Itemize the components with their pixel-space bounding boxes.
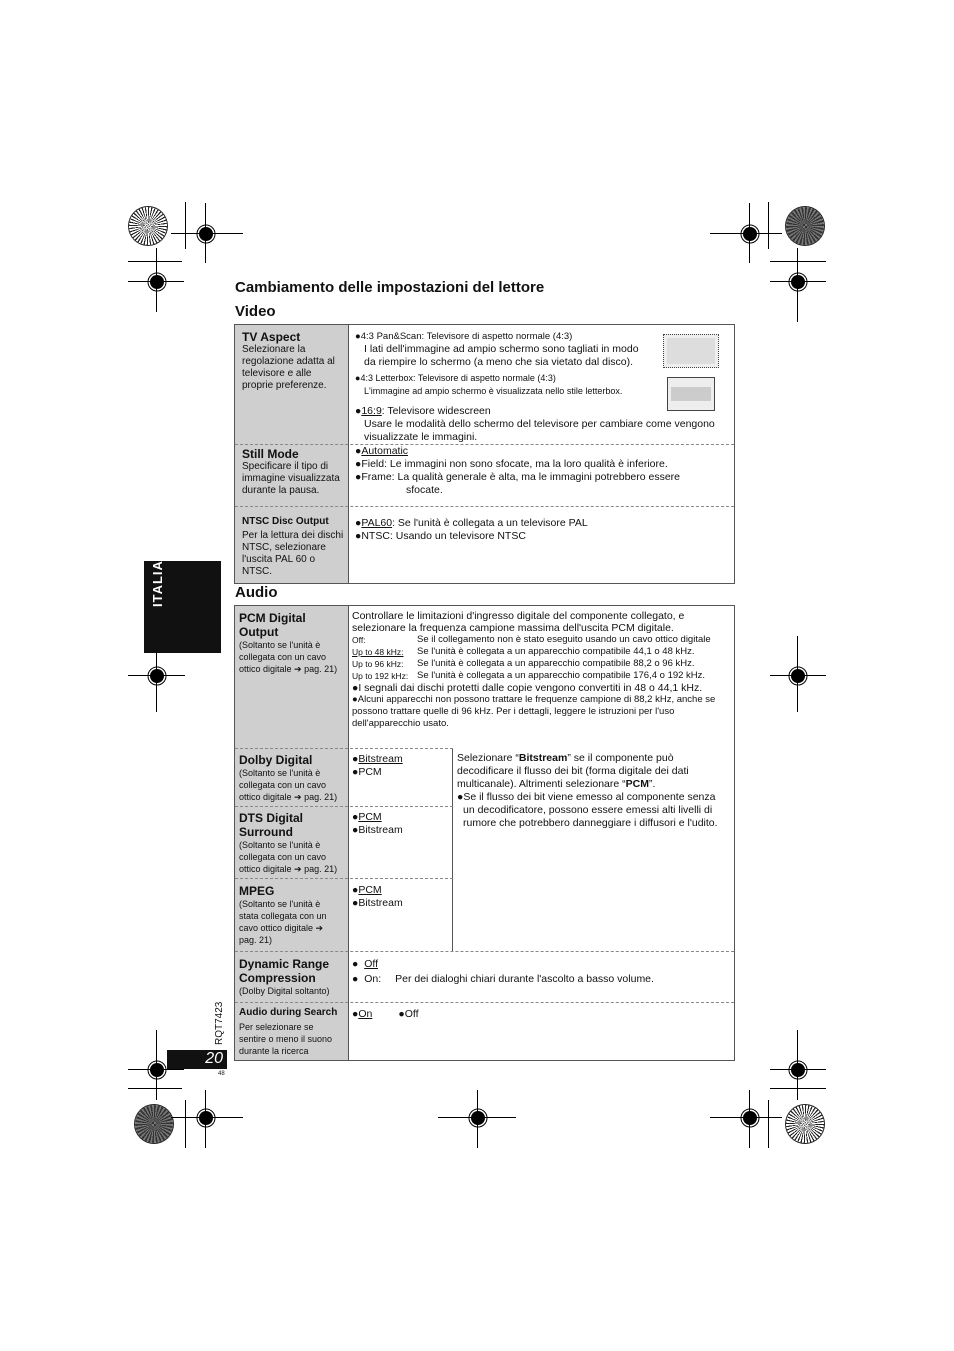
table-row-dts: DTS Digital Surround (Soltanto se l'unità è collegata con un cavo ottico digitale ➔ pag. 21) ●PCM ●Bitstream: [235, 806, 453, 879]
setting-label: DTS Digital Surround: [239, 811, 304, 839]
table-row-ntsc-output: NTSC Disc Output Per la lettura dei dischi NTSC, selezionare l'uscita PAL 60 o NTSC. ●PAL60: Se l'unità è collegata a un televisore PAL ●NTSC: Usando un televisore NTSC: [235, 506, 734, 584]
setting-label: MPEG: [239, 884, 275, 898]
letterbox-illustration: [667, 377, 715, 411]
option-field[interactable]: Field: Le immagini non sono sfocate, ma la loro qualità è inferiore.: [361, 458, 668, 470]
option-pcm[interactable]: PCM: [358, 811, 382, 823]
setting-label: NTSC Disc Output: [242, 516, 329, 527]
option-on[interactable]: On:: [364, 973, 382, 985]
crosshair-icon: [783, 1055, 813, 1085]
registration-disc-icon: [786, 207, 824, 245]
table-row-tv-aspect: TV Aspect Selezionare la regolazione adatta al televisore e alle proprie preferenze. ●4:3 Pan&Scan: Televisore di aspetto normale (4:3) I lati dell'immagine ad ampio schermo sono tagliati in modo da riempire lo schermo (a meno che sia vietato dal disco). ●4:3 Letterbox: Televisore di aspetto normale (4:3) L'immagine ad ampio schermo è visualizzata nello stile letterbox. ●16:9: Televisore widescreen Usare le modalità dello schermo del televisore per cambiare come vengono visualizzate le immagini.: [235, 325, 734, 444]
registration-disc-icon: [129, 207, 167, 245]
setting-note: (Soltanto se l'unità è collegata con un cavo ottico digitale ➔ pag. 21): [239, 840, 338, 874]
crosshair-icon: [735, 219, 765, 249]
option-16-9[interactable]: 16:9: [361, 405, 382, 417]
option-96khz[interactable]: Up to 96 kHz:: [352, 659, 404, 669]
option-bitstream[interactable]: Bitstream: [358, 753, 403, 765]
option-ntsc[interactable]: NTSC: Usando un televisore NTSC: [361, 530, 526, 542]
crosshair-icon: [142, 661, 172, 691]
setting-label: Dynamic Range Compression: [239, 957, 330, 985]
option-pcm[interactable]: PCM: [358, 884, 382, 896]
option-off[interactable]: Se il collegamento non è stato eseguito usando un cavo ottico digitale: [417, 634, 711, 645]
crosshair-icon: [735, 1103, 765, 1133]
crosshair-icon: [783, 661, 813, 691]
registration-disc-icon: [786, 1105, 824, 1143]
page-title: Cambiamento delle impostazioni del lettore: [235, 279, 545, 296]
crosshair-icon: [191, 1103, 221, 1133]
audio-settings-table: [234, 605, 735, 1061]
crosshair-icon: [463, 1103, 493, 1133]
registration-disc-icon: [135, 1105, 173, 1143]
page-number-box: [167, 1050, 227, 1069]
audio-section-title: Audio: [235, 584, 278, 601]
document-code: RQT7423: [214, 1001, 225, 1045]
setting-description: Specificare il tipo di immagine visualizzata durante la pausa.: [242, 461, 340, 496]
option-192khz[interactable]: Up to 192 kHz:: [352, 671, 409, 681]
option-off[interactable]: Off: [404, 1008, 419, 1020]
page-number: 20: [205, 1050, 223, 1067]
crosshair-icon: [783, 267, 813, 297]
video-settings-table: [234, 324, 735, 584]
option-pan-scan[interactable]: 4:3 Pan&Scan: Televisore di aspetto normale (4:3): [360, 331, 573, 342]
option-off[interactable]: Off: [364, 958, 378, 970]
crosshair-icon: [142, 267, 172, 297]
option-bitstream[interactable]: Bitstream: [358, 897, 403, 909]
option-frame[interactable]: Frame: La qualità generale è alta, ma le immagini potrebbero essere: [361, 471, 681, 483]
table-row-mpeg: MPEG (Soltanto se l'unità è stata collegata con un cavo ottico digitale ➔ pag. 21) ●PCM ●Bitstream: [235, 878, 453, 952]
bitstream-explanation: Selezionare “Bitstream” se il componente può decodificare il flusso dei bit (forma digitale dei dati multicanale). Altrimenti selezionare “PCM”. ●Se il flusso dei bit viene emesso al componente senza un decodificatore, possono essere emessi alti livelli di rumore che potrebbero danneggiare i diffusori e l'udito.: [457, 752, 718, 829]
setting-label: Still Mode: [242, 447, 299, 461]
language-tab: [144, 538, 221, 653]
setting-note: (Soltanto se l'unità è collegata con un cavo ottico digitale ➔ pag. 21): [239, 640, 338, 674]
setting-label: Audio during Search: [239, 1007, 338, 1018]
language-tab-label: ITALIANO: [150, 538, 165, 607]
table-row-dynamic-range: Dynamic Range Compression (Dolby Digital soltanto) ● Off ● On: Per dei dialoghi chiari durante l'ascolto a basso volume.: [235, 951, 734, 1003]
crosshair-icon: [191, 219, 221, 249]
setting-note: (Soltanto se l'unità è stata collegata con un cavo ottico digitale ➔ pag. 21): [239, 899, 327, 945]
setting-description: Per la lettura dei dischi NTSC, selezionare l'uscita PAL 60 o NTSC.: [242, 530, 344, 577]
print-page-number: 48: [218, 1071, 225, 1077]
option-pcm[interactable]: PCM: [358, 766, 382, 778]
option-48khz[interactable]: Up to 48 kHz:: [352, 647, 404, 657]
option-on[interactable]: On: [358, 1008, 373, 1020]
setting-note: (Dolby Digital soltanto): [239, 986, 330, 996]
setting-note: Per selezionare se sentire o meno il suono durante la ricerca: [239, 1022, 333, 1056]
option-automatic[interactable]: Automatic: [361, 445, 409, 457]
table-row-still-mode: Still Mode Specificare il tipo di immagine visualizzata durante la pausa. ●Automatic ●Field: Le immagini non sono sfocate, ma la loro qualità è inferiore. ●Frame: La qualità generale è alta, ma le immagini potrebbero essere sfocate.: [235, 444, 734, 507]
setting-label: PCM Digital Output: [239, 611, 306, 639]
table-row-dolby-digital: Dolby Digital (Soltanto se l'unità è collegata con un cavo ottico digitale ➔ pag. 21) ●Bitstream ●PCM: [235, 748, 453, 807]
video-section-title: Video: [235, 303, 276, 320]
option-bitstream[interactable]: Bitstream: [358, 824, 403, 836]
option-pal60[interactable]: PAL60: [361, 517, 393, 529]
setting-note: (Soltanto se l'unità è collegata con un cavo ottico digitale ➔ pag. 21): [239, 768, 338, 802]
table-row-audio-during-search: Audio during Search Per selezionare se sentire o meno il suono durante la ricerca ●On ●Off: [235, 1002, 734, 1061]
table-row-pcm-output: PCM Digital Output (Soltanto se l'unità è collegata con un cavo ottico digitale ➔ pag. 21) Controllare le limitazioni d'ingresso digitale del componente collegato, e selezionare la frequenza campione massima dell'uscita PCM digitale. Off: Se il collegamento non è stato eseguito usando un cavo ottico digitale Up to 48 kHz: Se l'unità è collegata a un apparecchio compatibile 44,1 o 48 kHz. Up to 96 kHz: Se l'unità è collegata a un apparecchio compatibile 88,2 o 96 kHz. Up to 192 kHz: Se l'unità è collegata a un apparecchio compatibile 176,4 o 192 kHz. ●I segnali dai dischi protetti dalle copie vengono convertiti in 48 o 44,1 kHz. ●Alcuni apparecchi non possono trattare le frequenze campione di 88,2 kHz, anche se possono trattare quelle di 96 kHz. Per i dettagli, leggere le istruzioni per l'uso dell'apparecchio usato.: [239, 610, 716, 729]
setting-label: Dolby Digital: [239, 753, 313, 767]
setting-label: TV Aspect: [242, 330, 301, 344]
option-letterbox[interactable]: 4:3 Letterbox: Televisore di aspetto normale (4:3): [360, 373, 556, 383]
setting-description: Selezionare la regolazione adatta al televisore e alle proprie preferenze.: [242, 344, 335, 391]
pan-scan-illustration: [663, 334, 719, 368]
